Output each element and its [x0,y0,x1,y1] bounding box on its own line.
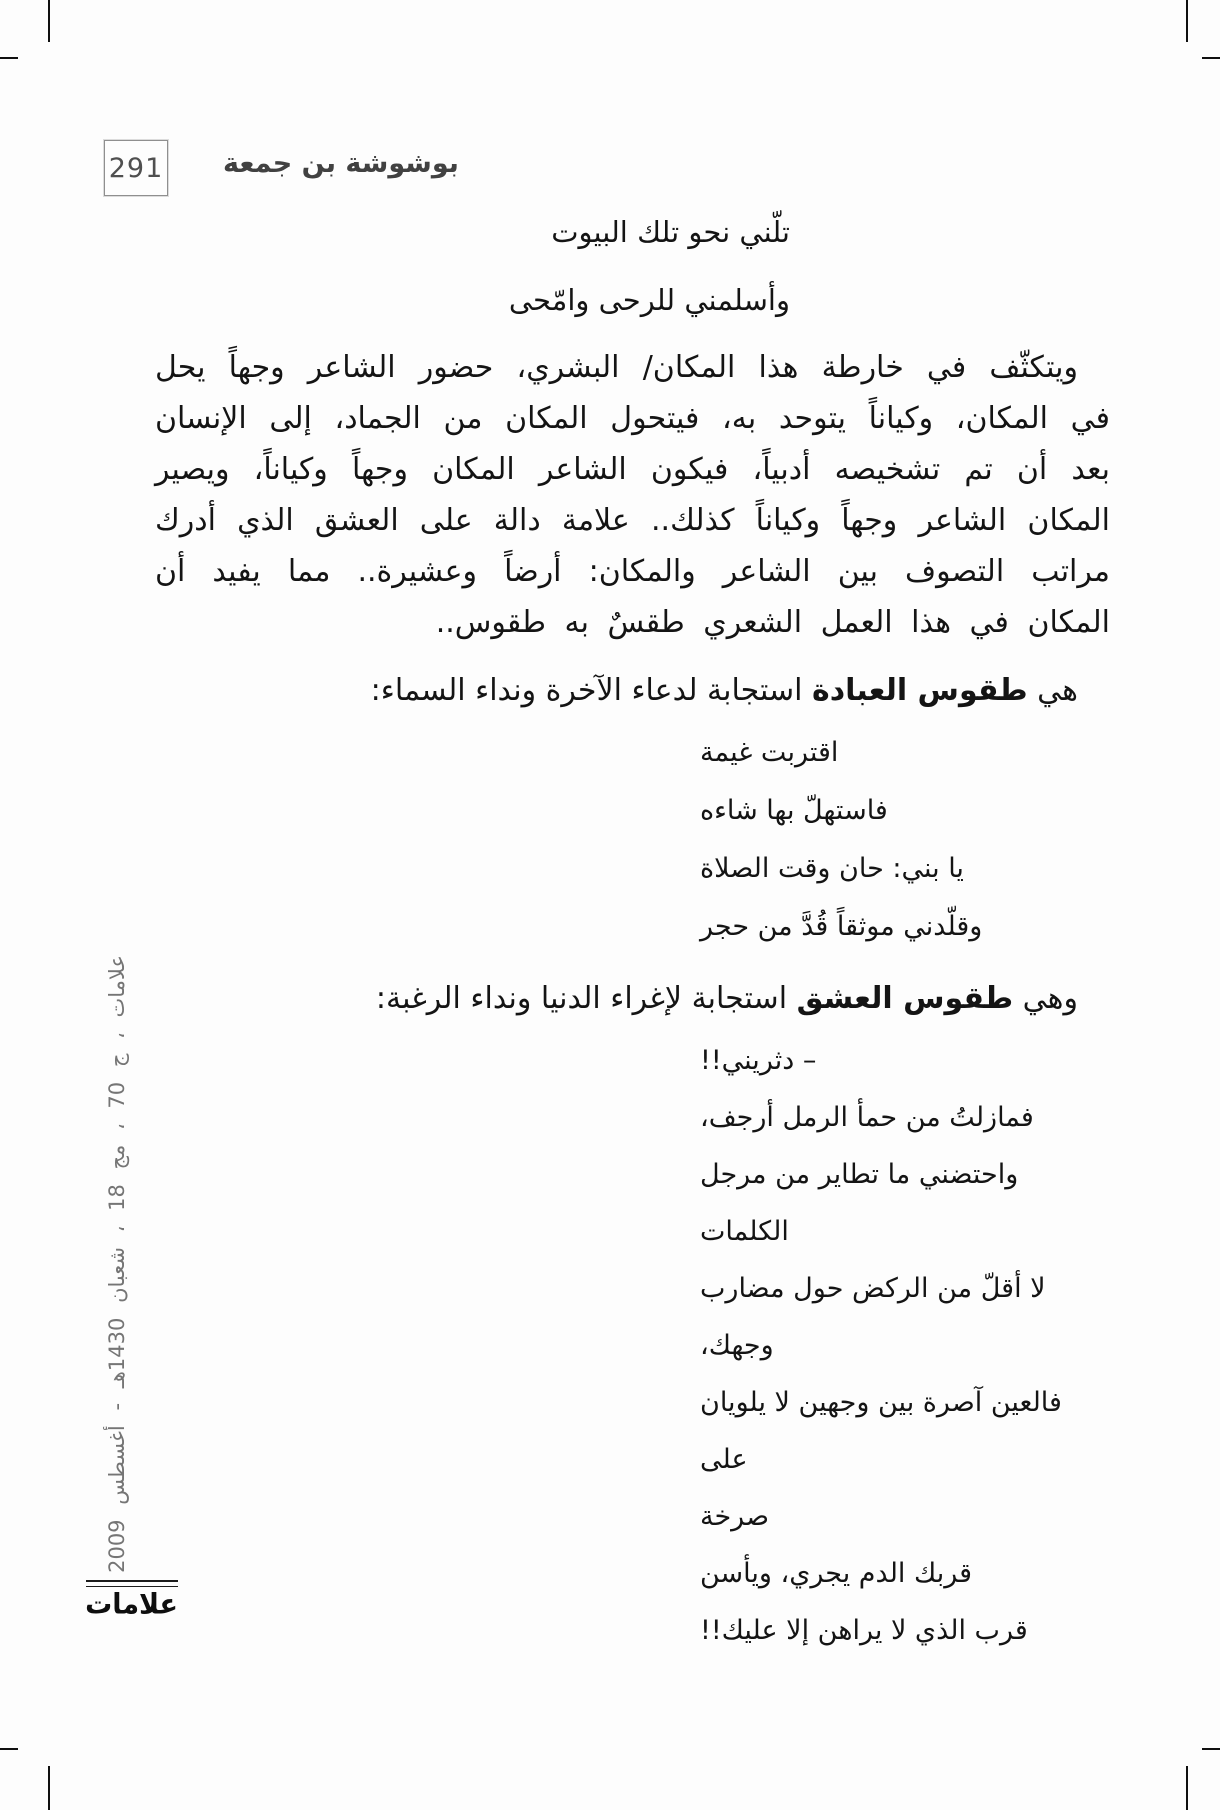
love-lead-line [155,970,1110,1028]
poem-intro-block [155,198,790,334]
poem-line: يا بني: حان وقت الصلاة [700,853,964,884]
poem-line: واحتضني ما تطاير من مرجل الكلمات [700,1159,1019,1247]
poem-line: فمازلتُ من حمأ الرمل أرجف، [700,1102,1034,1133]
crop-mark-bottom-right-horizontal [1202,1748,1220,1750]
journal-info-vertical: علامات ، ج 70 ، مج 18 ، شعبان 1430هـ - أغسطس 2009 [105,955,129,1573]
worship-poem-block [155,724,1110,956]
poem-line: فالعين آصرة بين وجهين لا يلويان على [700,1387,1062,1475]
poem-line: لا أقلّ من الركض حول مضارب وجهك، [700,1273,1046,1361]
crop-mark-top-left-horizontal [0,57,18,59]
crop-mark-top-right-vertical [1186,0,1188,42]
worship-lead-line [155,662,1110,720]
poem-line: وقلّدني موثقاً قُدَّ من حجر [700,911,983,942]
crop-mark-bottom-left-horizontal [0,1748,18,1750]
page-number: 291 [108,152,164,184]
lead-prefix: هي [1027,673,1078,708]
poem-line: صرخة [700,1501,769,1532]
lead-rest: استجابة لدعاء الآخرة ونداء السماء: [370,673,813,708]
page-number-box [104,140,168,196]
lead-prefix: وهي [1013,981,1078,1016]
lead-rest: استجابة لإغراء الدنيا ونداء الرغبة: [375,981,797,1016]
logo-double-rule [86,1580,178,1587]
crop-mark-bottom-right-vertical [1186,1766,1188,1810]
poem-line: قربك الدم يجري، ويأسن [700,1558,973,1589]
body-paragraph: ويتكثّف في خارطة هذا المكان/ البشري، حضور الشاعر وجهاً يحل في المكان، وكياناً يتوحد به، فيتحول المكان من الجماد، إلى الإنسان بعد أن تم تشخيصه أدبياً، فيكون الشاعر المكان وجهاً وكياناً، ويصير المكان الشاعر وجهاً وكياناً كذلك.. علامة دالة على العشق الذي أدرك مراتب التصوف بين الشاعر والمكان: أرضاً وعشيرة.. مما يفيد أن المكان في هذا العمل الشعري طقسٌ به طقوس.. [155,350,1110,640]
lead-bold-term: طقوس العشق [796,981,1014,1016]
author-name: بوشوشة بن جمعة [223,148,459,179]
journal-logo [86,1580,178,1620]
crop-mark-top-right-horizontal [1202,57,1220,59]
poem-line: فاستهلّ بها شاءه [700,795,888,826]
poem-line: – دثريني!! [700,1045,817,1076]
poem-line: اقتربت غيمة [700,737,839,768]
text-column [155,198,1110,1659]
poem-line: قرب الذي لا يراهن إلا عليك!! [700,1615,1028,1646]
poem-line: وأسلمني للرحى وامّحى [508,283,790,317]
poem-line: تلّني نحو تلك البيوت [551,215,790,249]
journal-logo-wordmark: علامات [85,1588,178,1621]
crop-mark-bottom-left-vertical [48,1766,50,1810]
lead-bold-term: طقوس العبادة [812,673,1028,708]
crop-mark-top-left-vertical [48,0,50,42]
love-poem-block [155,1032,1110,1659]
